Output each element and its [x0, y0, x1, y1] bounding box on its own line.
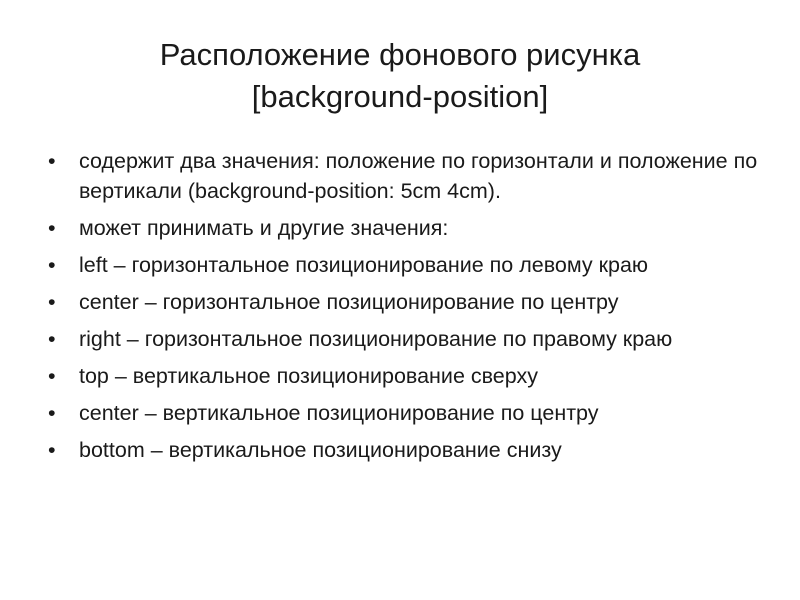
bullet-text: bottom – вертикальное позиционирование снизу — [79, 438, 562, 462]
bullet-marker: • — [48, 290, 56, 314]
bullet-marker: • — [48, 216, 56, 240]
bullet-item — [48, 398, 768, 428]
bullet-text: может принимать и другие значения: — [79, 216, 449, 240]
bullet-list — [48, 146, 768, 472]
bullet-item — [48, 361, 768, 391]
slide-title-line-2: [background-position] — [251, 79, 549, 114]
bullet-item — [48, 146, 768, 206]
bullet-text: center – вертикальное позиционирование по центру — [79, 401, 599, 425]
bullet-text: содержит два значения: положение по горизонтали и положение по вертикали (background-position: 5cm 4cm). — [79, 149, 758, 203]
slide-title — [0, 34, 800, 118]
bullet-marker: • — [48, 438, 56, 462]
bullet-item — [48, 250, 768, 280]
bullet-item — [48, 287, 768, 317]
slide-title-line-1: Расположение фонового рисунка — [159, 37, 641, 72]
bullet-text: right – горизонтальное позиционирование по правому краю — [79, 327, 673, 351]
bullet-text: left – горизонтальное позиционирование по левому краю — [79, 253, 649, 277]
bullet-item — [48, 435, 768, 465]
bullet-item — [48, 213, 768, 243]
bullet-marker: • — [48, 253, 56, 277]
bullet-marker: • — [48, 401, 56, 425]
bullet-item — [48, 324, 768, 354]
bullet-marker: • — [48, 327, 56, 351]
bullet-text: top – вертикальное позиционирование сверху — [79, 364, 538, 388]
bullet-marker: • — [48, 149, 56, 173]
bullet-text: center – горизонтальное позиционирование по центру — [79, 290, 619, 314]
bullet-marker: • — [48, 364, 56, 388]
